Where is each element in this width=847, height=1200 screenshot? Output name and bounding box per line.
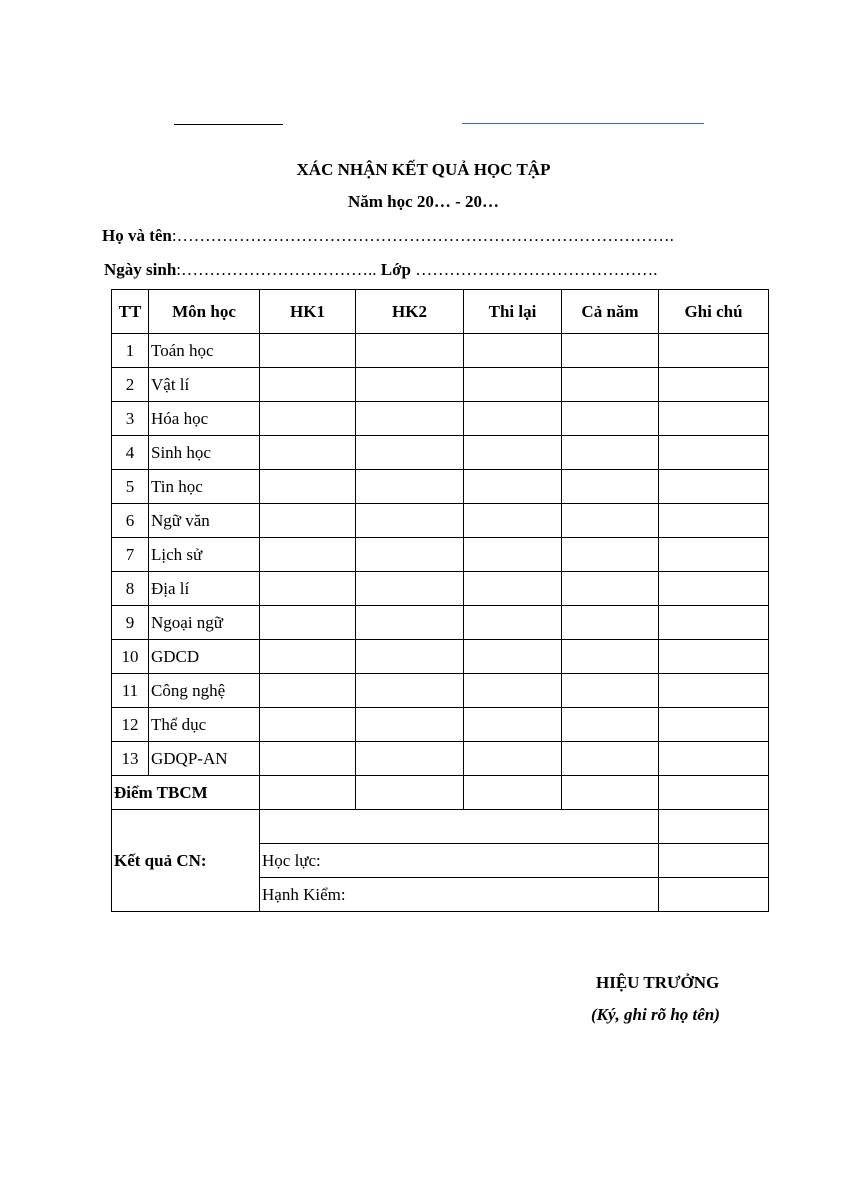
table-row (112, 402, 769, 436)
cell-hk2[interactable] (356, 640, 464, 674)
cell-retake[interactable] (464, 334, 562, 368)
table-row (112, 742, 769, 776)
cell-hk1[interactable] (260, 674, 356, 708)
cell-retake[interactable] (464, 504, 562, 538)
cell-year[interactable] (562, 708, 659, 742)
cell-hk1[interactable] (260, 368, 356, 402)
cell-hk2[interactable] (356, 334, 464, 368)
row-subject: GDQP-AN (149, 742, 260, 776)
result-label: Kết quả CN: (112, 810, 260, 912)
header-notes: Ghi chú (659, 290, 769, 334)
academic-notes[interactable] (659, 844, 769, 878)
header-rule-left (174, 124, 283, 125)
table-row (112, 368, 769, 402)
cell-retake[interactable] (464, 436, 562, 470)
cell-retake[interactable] (464, 470, 562, 504)
cell-year[interactable] (562, 368, 659, 402)
result-blank-notes[interactable] (659, 810, 769, 844)
cell-retake[interactable] (464, 572, 562, 606)
header-hk2: HK2 (356, 290, 464, 334)
academic-label[interactable]: Học lực: (260, 844, 659, 878)
cell-notes[interactable] (659, 538, 769, 572)
row-subject: Toán học (149, 334, 260, 368)
conduct-label[interactable]: Hạnh Kiểm: (260, 878, 659, 912)
row-number: 7 (112, 538, 149, 572)
average-hk1[interactable] (260, 776, 356, 810)
cell-hk1[interactable] (260, 402, 356, 436)
cell-year[interactable] (562, 674, 659, 708)
dob-label: Ngày sinh (104, 260, 177, 279)
header-subject: Môn học (149, 290, 260, 334)
cell-hk2[interactable] (356, 708, 464, 742)
row-number: 2 (112, 368, 149, 402)
cell-hk1[interactable] (260, 334, 356, 368)
cell-notes[interactable] (659, 504, 769, 538)
row-subject: Tin học (149, 470, 260, 504)
dob-field[interactable]: :…………………………….. (176, 260, 381, 279)
table-row (112, 674, 769, 708)
cell-hk2[interactable] (356, 470, 464, 504)
cell-notes[interactable] (659, 334, 769, 368)
row-subject: Địa lí (149, 572, 260, 606)
row-subject: Công nghệ (149, 674, 260, 708)
cell-notes[interactable] (659, 572, 769, 606)
row-number: 1 (112, 334, 149, 368)
row-number: 10 (112, 640, 149, 674)
cell-notes[interactable] (659, 674, 769, 708)
row-number: 8 (112, 572, 149, 606)
average-notes[interactable] (659, 776, 769, 810)
cell-year[interactable] (562, 470, 659, 504)
cell-year[interactable] (562, 334, 659, 368)
document-title: XÁC NHẬN KẾT QUẢ HỌC TẬP (296, 160, 551, 179)
name-field[interactable]: :……………………………………………………………………………. (171, 226, 674, 245)
dob-class-line (104, 260, 657, 280)
school-year: Năm học 20… - 20… (347, 192, 500, 211)
signature-title: HIỆU TRƯỞNG (596, 973, 720, 992)
cell-hk2[interactable] (356, 504, 464, 538)
row-number: 11 (112, 674, 149, 708)
row-number: 6 (112, 504, 149, 538)
cell-retake[interactable] (464, 708, 562, 742)
cell-hk2[interactable] (356, 436, 464, 470)
table-row (112, 708, 769, 742)
cell-hk2[interactable] (356, 674, 464, 708)
cell-retake[interactable] (464, 606, 562, 640)
header-year: Cả năm (562, 290, 659, 334)
cell-hk2[interactable] (356, 742, 464, 776)
cell-year[interactable] (562, 742, 659, 776)
cell-hk2[interactable] (356, 368, 464, 402)
cell-hk1[interactable] (260, 538, 356, 572)
row-subject: Thể dục (149, 708, 260, 742)
name-line (102, 226, 674, 246)
cell-hk1[interactable] (260, 742, 356, 776)
cell-year[interactable] (562, 640, 659, 674)
cell-hk1[interactable] (260, 708, 356, 742)
cell-hk1[interactable] (260, 640, 356, 674)
row-number: 5 (112, 470, 149, 504)
cell-hk1[interactable] (260, 504, 356, 538)
cell-retake[interactable] (464, 640, 562, 674)
cell-hk2[interactable] (356, 572, 464, 606)
table-row (112, 538, 769, 572)
header-hk1: HK1 (260, 290, 356, 334)
cell-retake[interactable] (464, 538, 562, 572)
name-label: Họ và tên (102, 226, 172, 245)
row-subject: Sinh học (149, 436, 260, 470)
average-label: Điểm TBCM (112, 776, 260, 810)
row-subject: Hóa học (149, 402, 260, 436)
table-row (112, 640, 769, 674)
result-row (112, 810, 769, 844)
conduct-notes[interactable] (659, 878, 769, 912)
row-number: 4 (112, 436, 149, 470)
header-retake: Thi lại (464, 290, 562, 334)
cell-notes[interactable] (659, 742, 769, 776)
table-row (112, 606, 769, 640)
cell-hk2[interactable] (356, 402, 464, 436)
cell-year[interactable] (562, 402, 659, 436)
row-subject: GDCD (149, 640, 260, 674)
row-subject: Ngoại ngữ (149, 606, 260, 640)
header-rule-right (462, 123, 704, 124)
cell-notes[interactable] (659, 708, 769, 742)
cell-notes[interactable] (659, 640, 769, 674)
cell-year[interactable] (562, 538, 659, 572)
cell-hk1[interactable] (260, 606, 356, 640)
cell-notes[interactable] (659, 368, 769, 402)
cell-notes[interactable] (659, 470, 769, 504)
cell-year[interactable] (562, 572, 659, 606)
average-hk2[interactable] (356, 776, 464, 810)
result-blank-cell[interactable] (260, 810, 659, 844)
cell-hk1[interactable] (260, 572, 356, 606)
average-retake[interactable] (464, 776, 562, 810)
cell-retake[interactable] (464, 402, 562, 436)
row-number: 13 (112, 742, 149, 776)
table-header-row (112, 290, 769, 334)
cell-notes[interactable] (659, 606, 769, 640)
average-year[interactable] (562, 776, 659, 810)
table-row (112, 470, 769, 504)
table-row (112, 436, 769, 470)
cell-retake[interactable] (464, 674, 562, 708)
table-row (112, 504, 769, 538)
cell-year[interactable] (562, 436, 659, 470)
cell-retake[interactable] (464, 368, 562, 402)
row-number: 12 (112, 708, 149, 742)
table-row (112, 334, 769, 368)
average-row (112, 776, 769, 810)
cell-year[interactable] (562, 606, 659, 640)
row-subject: Lịch sử (149, 538, 260, 572)
cell-retake[interactable] (464, 742, 562, 776)
table-row (112, 572, 769, 606)
class-label: Lớp (380, 260, 411, 279)
cell-hk1[interactable] (260, 470, 356, 504)
class-field[interactable]: ……………………………………. (410, 260, 658, 279)
cell-year[interactable] (562, 504, 659, 538)
cell-hk2[interactable] (356, 538, 464, 572)
row-subject: Vật lí (149, 368, 260, 402)
cell-notes[interactable] (659, 436, 769, 470)
row-subject: Ngữ văn (149, 504, 260, 538)
cell-notes[interactable] (659, 402, 769, 436)
signature-note: (Ký, ghi rõ họ tên) (591, 1005, 720, 1024)
cell-hk1[interactable] (260, 436, 356, 470)
results-table (111, 289, 769, 912)
row-number: 3 (112, 402, 149, 436)
header-tt: TT (112, 290, 149, 334)
row-number: 9 (112, 606, 149, 640)
cell-hk2[interactable] (356, 606, 464, 640)
